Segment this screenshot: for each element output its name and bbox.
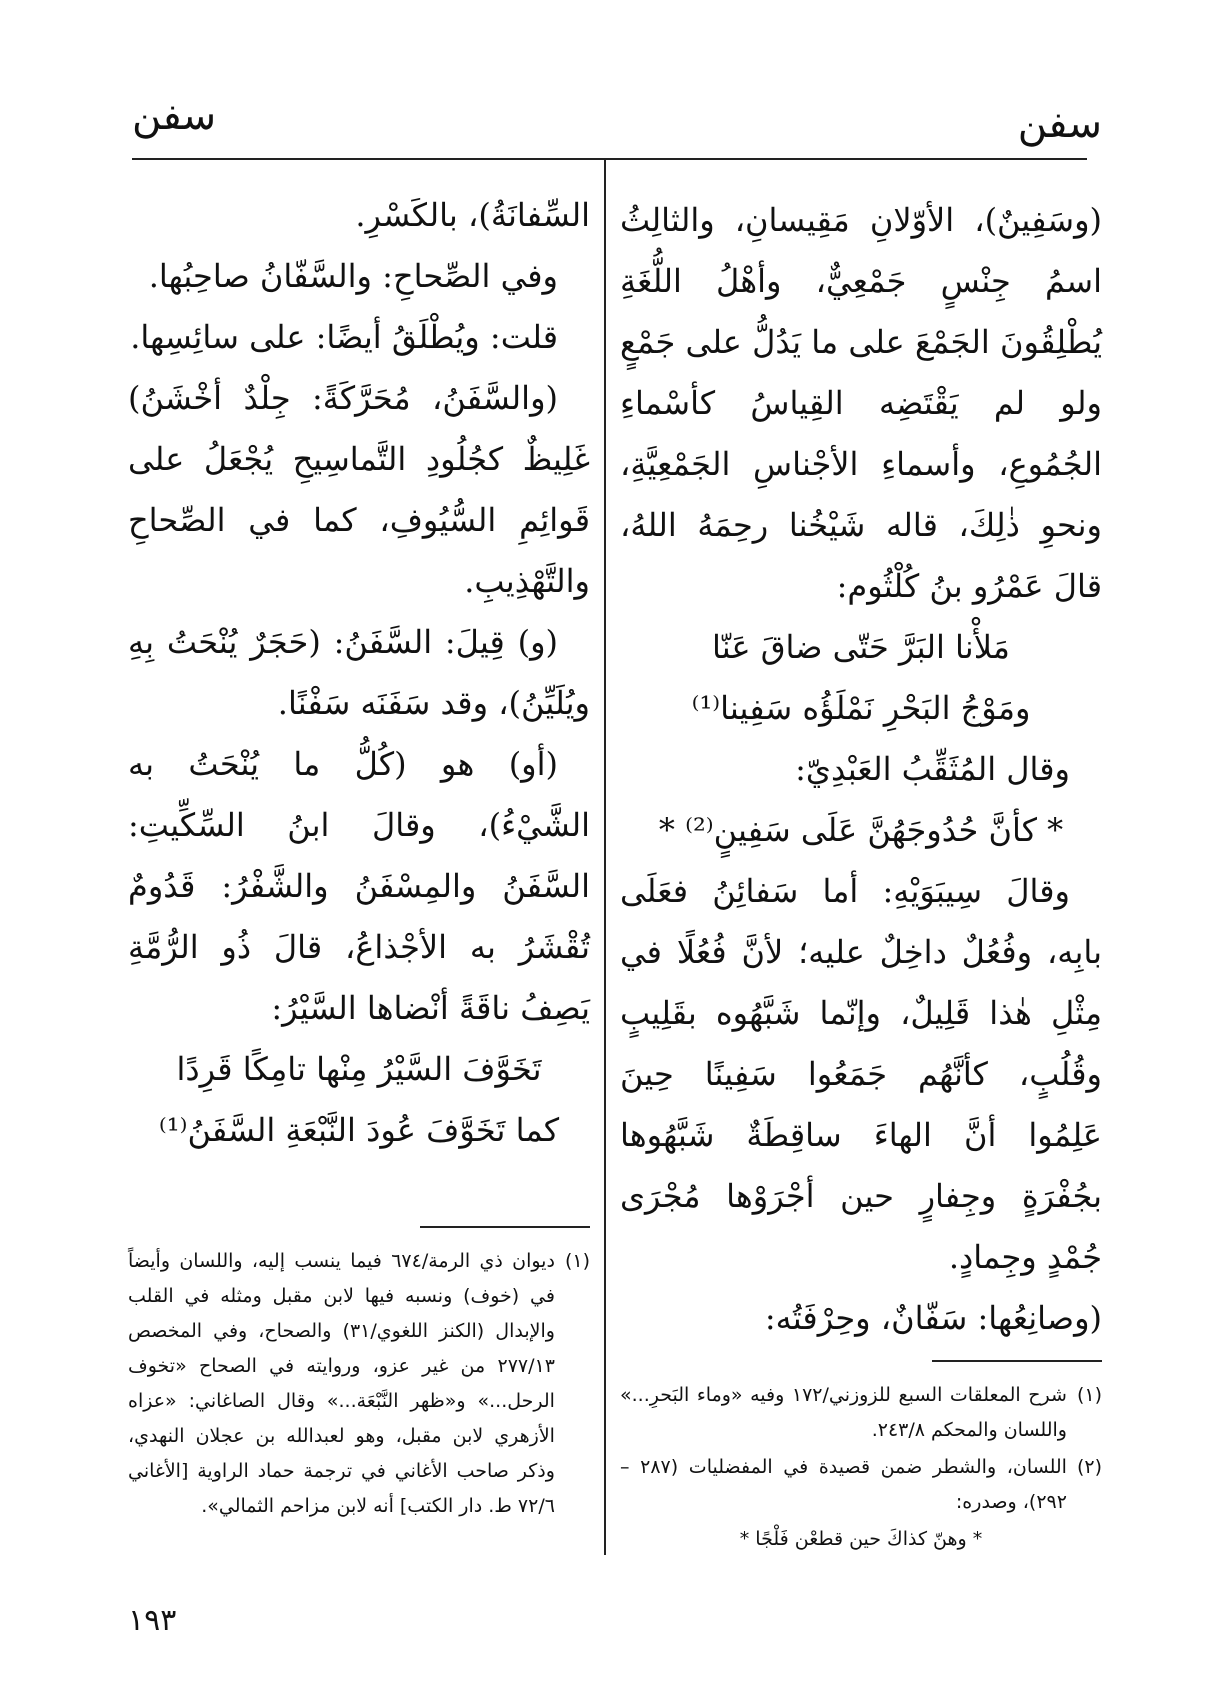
running-header-right: سفن [1017, 101, 1102, 147]
footnote-text: شرح المعلقات السبع للزوزني/١٧٢ وفيه «وماء البَحرِ...» واللسان والمحكم ٢٤٣/٨. [620, 1384, 1067, 1441]
footnotes-right [620, 1378, 1102, 1557]
footnote-item [128, 1244, 590, 1524]
footnote-number: (١) [1076, 1384, 1102, 1406]
right-paragraph-4: (وصانِعُها: سَفّانٌ، وحِرْفَتُه: [764, 1299, 1102, 1337]
right-paragraph-3: وقالَ سِيبَوَيْهِ: أما سَفائِنُ فعَلَى بابِه، وفُعُلٌ داخِلٌ عليه؛ لأنَّ فُعُلًا في مِثْلِ هٰذا قَلِيلٌ، وإنّما شَبَّهُوه بقَلِيبٍ وقُلُبٍ، كأنَّهُم جَمَعُوا سَفِينًا حِينَ عَلِمُوا أنَّ الهاءَ ساقِطَةٌ شَبَّهُوها بجُفْرَةٍ وجِفارٍ حين أجْرَوْها مُجْرَى جُمْدٍ وجِمادٍ. [620, 872, 1102, 1276]
left-verse-line-1: تَخَوَّفَ السَّيْرُ مِنْها تامِكًا قَرِدًا [176, 1050, 542, 1088]
footnotes-left [128, 1244, 590, 1526]
footnote-item [620, 1450, 1102, 1520]
left-paragraph-3: قلت: ويُطْلَقُ أيضًا: على سائِسِها. [130, 318, 558, 356]
right-verse-1-line-2: ومَوْجُ البَحْرِ نَمْلَؤُه سَفِينا⁽¹⁾ [691, 689, 1031, 727]
right-paragraph-2: وقال المُثَقِّبُ العَبْدِيّ: [795, 750, 1070, 788]
running-header-left: سفن [132, 93, 217, 139]
column-divider [604, 160, 606, 1555]
footnote-rule-left [420, 1226, 590, 1228]
right-verse-2: * كأنَّ حُدُوجَهُنَّ عَلَى سَفِينٍ⁽²⁾ * [658, 811, 1064, 849]
left-paragraph-6: (أو) هو (كُلُّ ما يُنْحَتُ به الشَّيْءُ)، وقالَ ابنُ السِّكِّيتِ: السَّفَنُ والمِسْفَنُ والشَّفْرُ: قَدُومٌ تُقْشَرُ به الأجْذاعُ، قالَ ذُو الرُّمَّةِ يَصِفُ ناقَةً أنْضاها السَّيْرُ: [128, 745, 590, 1027]
header-rule [132, 158, 1087, 160]
footnote-item [620, 1378, 1102, 1448]
page-number: ١٩٣ [128, 1603, 177, 1638]
left-paragraph-4: (والسَّفَنُ، مُحَرَّكَةً: جِلْدٌ أخْشَنُ) غَلِيظٌ كجُلُودِ التَّماسِيحِ يُجْعَلُ على قَوائِمِ السُّيُوفِ، كما في الصِّحاحِ والتَّهْذِيبِ. [128, 379, 590, 600]
left-paragraph-1: السِّفانَةُ)، بالكَسْرِ. [355, 196, 590, 234]
footnote-verse: * وهنّ كذاكَ حين قطعْن فَلْجًا * [739, 1528, 983, 1550]
footnote-rule-right [932, 1360, 1102, 1362]
right-verse-1-line-1: مَلأْنا البَرَّ حَتّى ضاقَ عَنّا [712, 628, 1010, 666]
footnote-text: اللسان، والشطر ضمن قصيدة في المفضليات (٢٨٧ – ٢٩٢)، وصدره: [620, 1456, 1067, 1513]
right-column [620, 190, 1102, 1349]
right-paragraph-1: (وسَفِينٌ)، الأوّلانِ مَقِيسانِ، والثالِثُ اسمُ جِنْسٍ جَمْعِيٌّ، وأهْلُ اللُّغَةِ يُطْلِقُونَ الجَمْعَ على ما يَدُلُّ على جَمْعٍ ولو لم يَقْتَضِه القِياسُ كأسْماءِ الجُمُوعِ، وأسماءِ الأجْناسِ الجَمْعِيَّةِ، ونحوِ ذٰلِكَ، قاله شَيْخُنا رحِمَهُ اللهُ، قالَ عَمْرُو بنُ كُلْثُوم: [620, 201, 1102, 605]
footnote-text: ديوان ذي الرمة/٦٧٤ فيما ينسب إليه، واللسان وأيضاً في (خوف) ونسبه فيها لابن مقبل ومثله في القلب والإبدال (الكنز اللغوي/٣١) والصحاح، وفي المخصص ٢٧٧/١٣ من غير عزو، وروايته في الصحاح «تخوف الرحل...» و«ظهر النَّبْعَة...» وقال الصاغاني: «عزاه الأزهري لابن مقبل، وهو لعبدالله بن عجلان النهدي، وذكر صاحب الأغاني في ترجمة حماد الراوية [الأغاني ٧٢/٦ ط. دار الكتب] أنه لابن مزاحم الثمالي». [128, 1250, 555, 1517]
footnote-number: (١) [564, 1250, 590, 1272]
left-paragraph-5: (و) قِيلَ: السَّفَنُ: (حَجَرٌ يُنْحَتُ بِهِ ويُلَيِّنُ)، وقد سَفَنَه سَفْنًا. [128, 623, 590, 722]
left-verse-line-2: كما تَخَوَّفَ عُودَ النَّبْعَةِ السَّفَنُ⁽¹⁾ [158, 1111, 560, 1149]
footnote-number: (٢) [1076, 1456, 1102, 1478]
left-column [128, 185, 590, 1161]
left-paragraph-2: وفي الصِّحاحِ: والسَّفّانُ صاحِبُها. [148, 257, 558, 295]
